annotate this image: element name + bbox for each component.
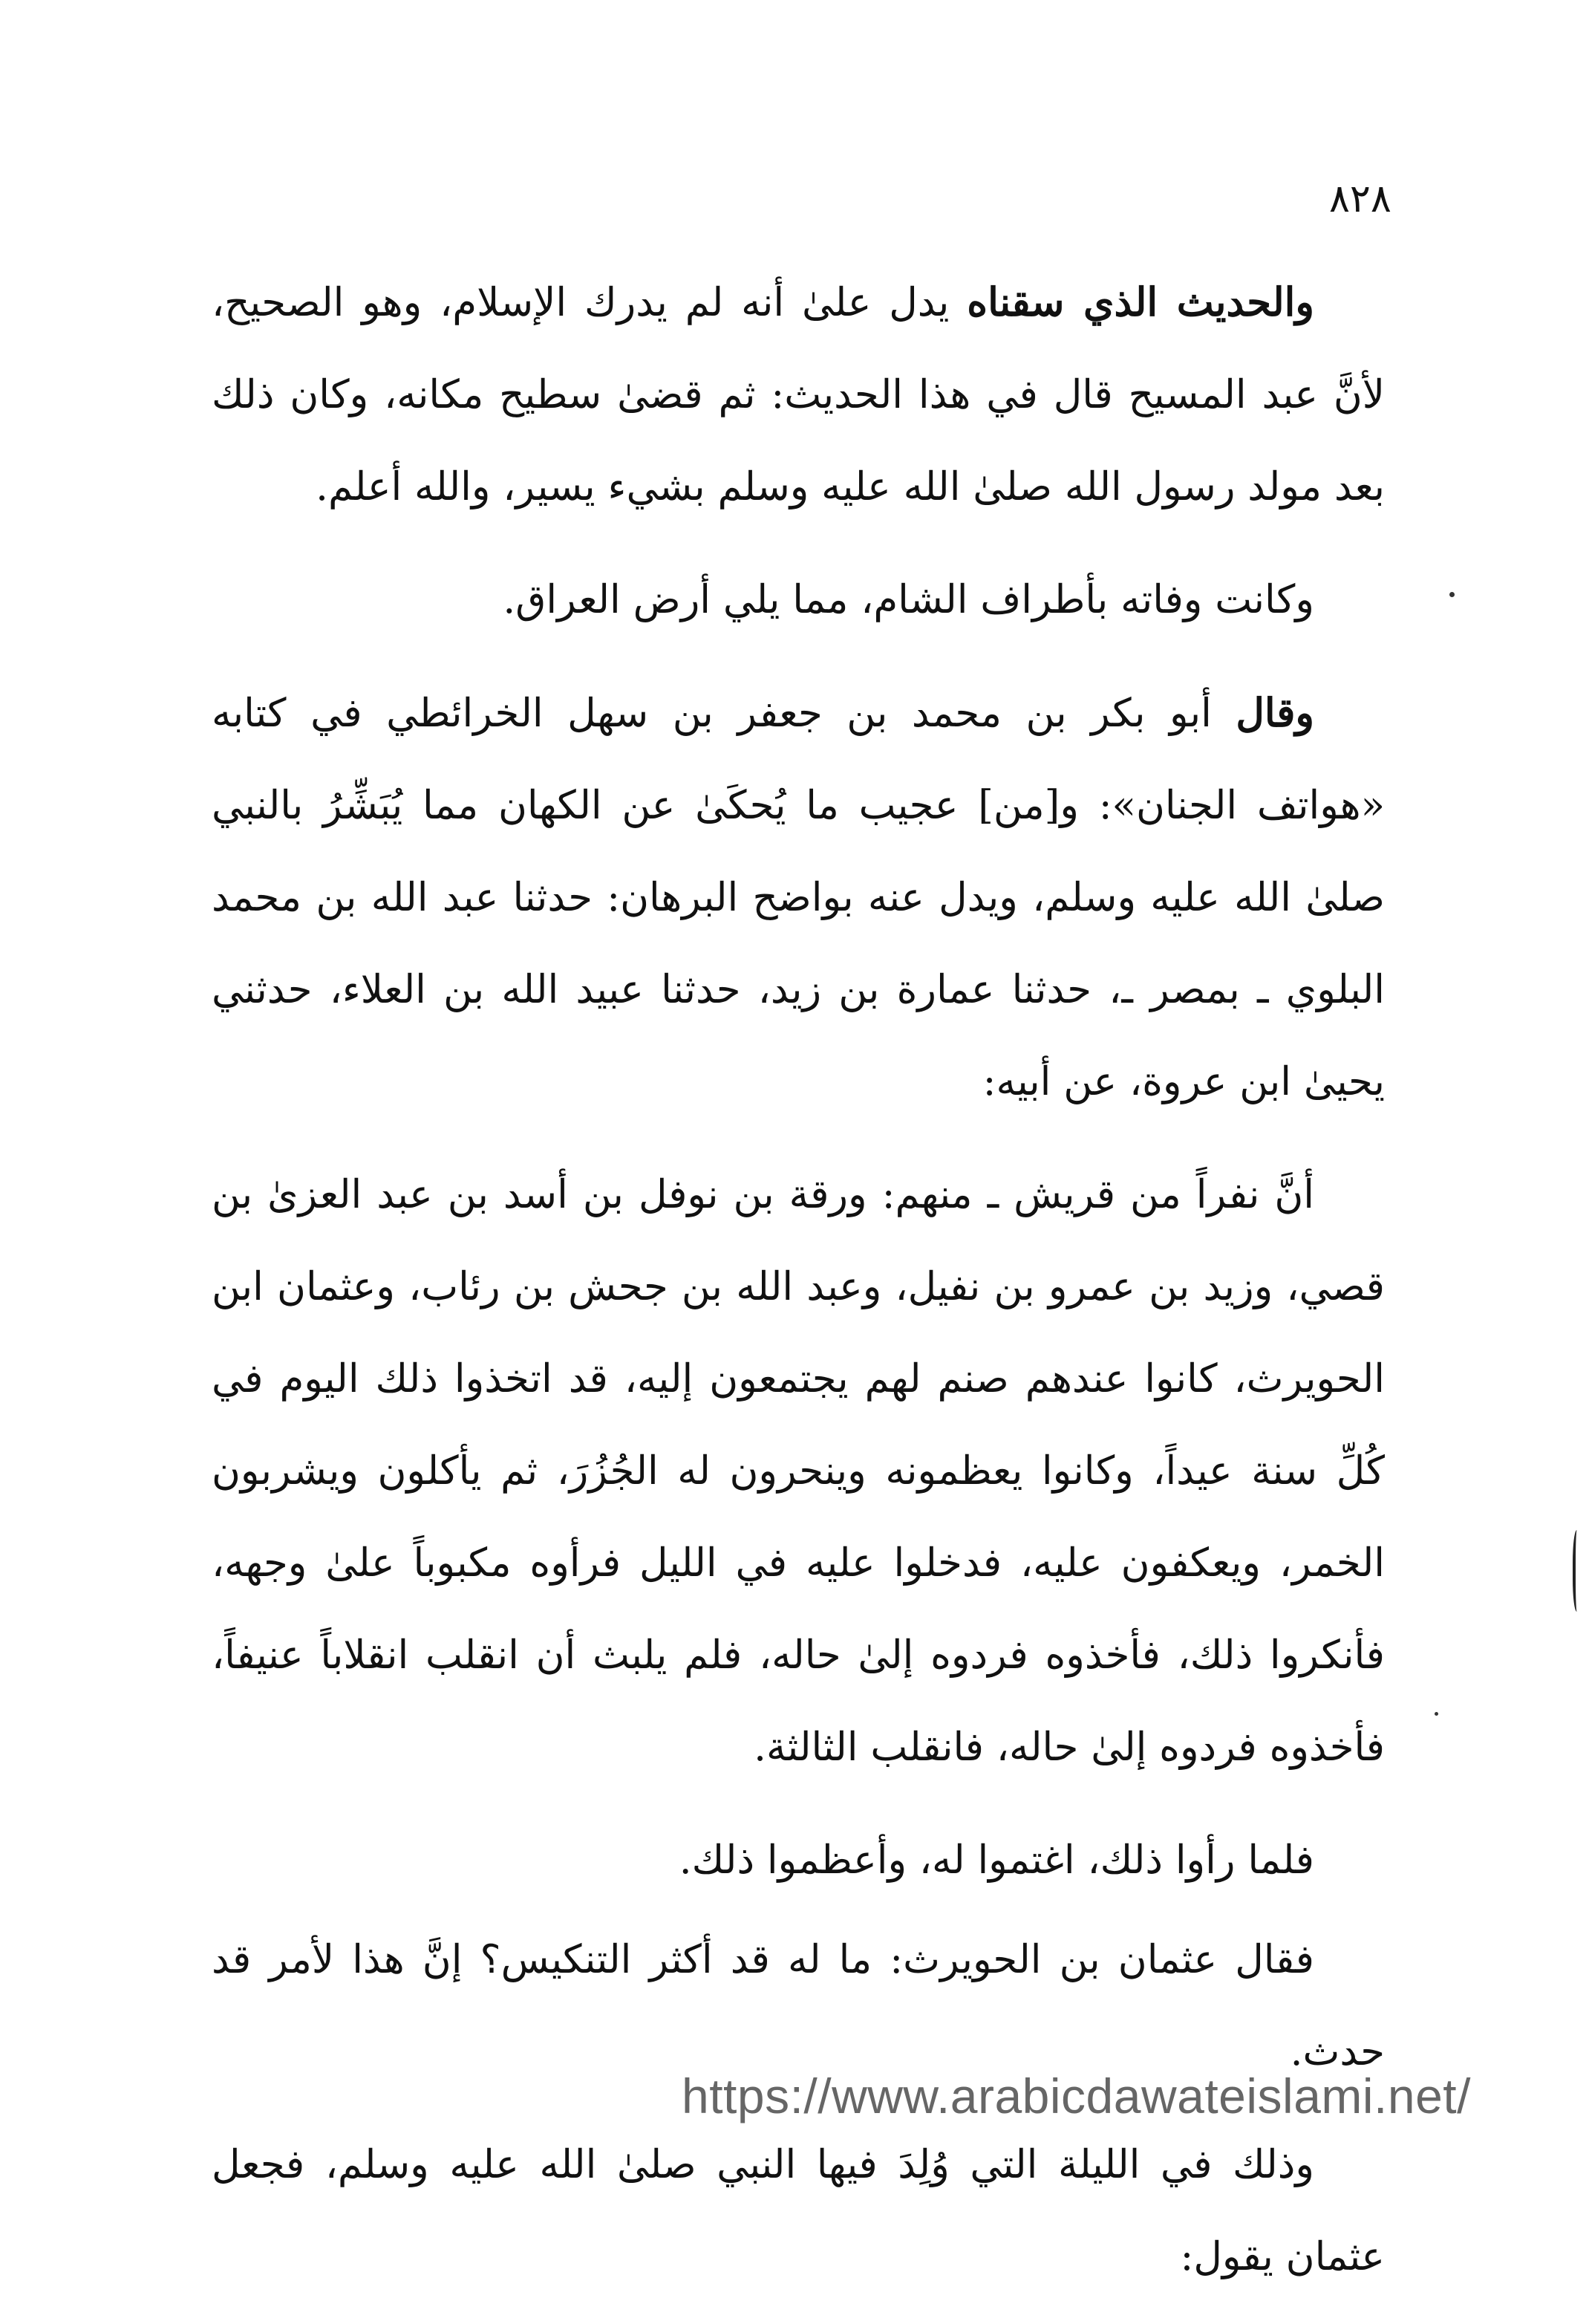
paragraph-1-lead: والحديث الذي سقناه <box>967 279 1314 325</box>
paragraph-3 <box>212 667 1385 1128</box>
page-number: ٨٢٨ <box>1329 177 1391 221</box>
paragraph-3-lead: وقال <box>1236 690 1314 736</box>
page-body <box>212 256 1385 2324</box>
paragraph-7 <box>212 2119 1385 2303</box>
paragraph-1-text: يدل علىٰ أنه لم يدرك الإسلام، وهو الصحيح، لأنَّ عبد المسيح قال في هذا الحديث: ثم قضىٰ سطيح مكانه، وكان ذلك بعد مولد رسول الله صلىٰ الله عليه وسلم بشيء يسير، والله أعلم. <box>212 280 1385 510</box>
paragraph-7-text: وذلك في الليلة التي وُلِدَ فيها النبي صلىٰ الله عليه وسلم، فجعل عثمان يقول: <box>212 2142 1385 2279</box>
paragraph-2-text: وكانت وفاته بأطراف الشام، مما يلي أرض العراق. <box>503 577 1314 622</box>
scan-speck <box>1435 1712 1438 1716</box>
paragraph-5 <box>212 1814 1385 1907</box>
paragraph-4 <box>212 1149 1385 1794</box>
paragraph-5-text: فلما رأوا ذلك، اغتموا له، وأعظموا ذلك. <box>679 1838 1314 1883</box>
footer-url: https://www.arabicdawateislami.net/ <box>682 2069 1471 2123</box>
scan-speck <box>1449 592 1455 597</box>
paragraph-3-text: أبو بكر بن محمد بن جعفر بن سهل الخرائطي في كتابه «هواتف الجنان»: و[من] عجيب ما يُحكَىٰ عن الكهان مما يُبَشِّرُ بالنبي صلىٰ الله عليه وسلم، ويدل عنه بواضح البرهان: حدثنا عبد الله بن محمد البلوي ـ بمصر ـ، حدثنا عمارة بن زيد، حدثنا عبيد الله بن العلاء، حدثني يحيىٰ ابن عروة، عن أبيه: <box>212 691 1385 1104</box>
paragraph-6-text: فقال عثمان بن الحويرث: ما له قد أكثر التنكيس؟ إنَّ هذا لأمر قد حدث. <box>212 1937 1385 2074</box>
paragraph-1 <box>212 256 1385 533</box>
scan-edge-mark <box>1573 1530 1583 1612</box>
paragraph-2 <box>212 554 1385 646</box>
paragraph-4-text: أنَّ نفراً من قريش ـ منهم: ورقة بن نوفل بن أسد بن عبد العزىٰ بن قصي، وزيد بن عمرو بن نفيل، وعبد الله بن جحش بن رئاب، وعثمان ابن الحويرث، كانوا عندهم صنم لهم يجتمعون إليه، قد اتخذوا ذلك اليوم في كُلِّ سنة عيداً، وكانوا يعظمونه وينحرون له الجُزُرَ، ثم يأكلون ويشربون الخمر، ويعكفون عليه، فدخلوا عليه في الليل فرأوه مكبوباً علىٰ وجهه، فأنكروا ذلك، فأخذوه فردوه إلىٰ حاله، فلم يلبث أن انقلب انقلاباً عنيفاً، فأخذوه فردوه إلىٰ حاله، فانقلب الثالثة. <box>212 1172 1385 1770</box>
